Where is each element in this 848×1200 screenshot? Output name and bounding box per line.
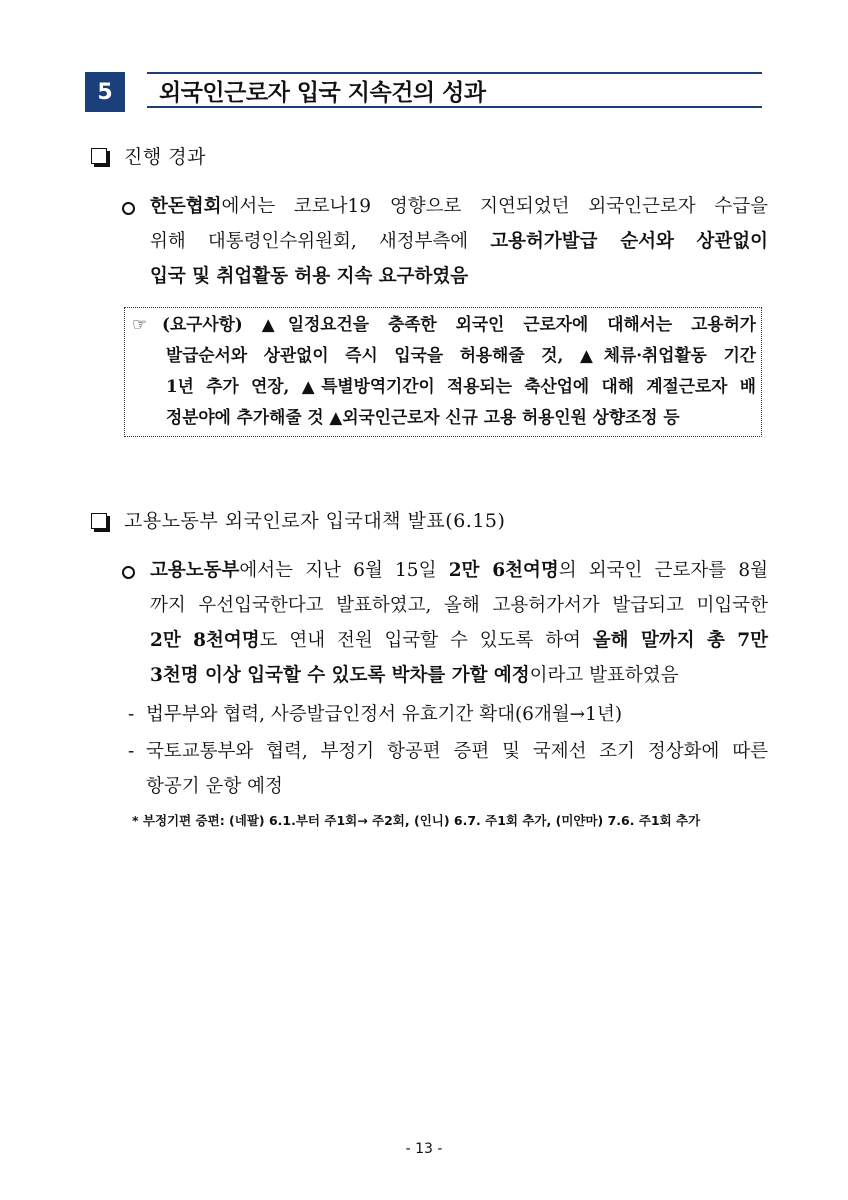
- text-run: 에서는 코로나19 영향으로 지연되었던 외국인근로자 수급을: [221, 196, 768, 217]
- dash-bullet: -: [128, 741, 135, 762]
- text-run: 에서는 지난 6월 15일: [239, 560, 449, 581]
- emphasis-text: 2만 8천여명: [150, 630, 260, 651]
- text-run: 이라고 발표하였음: [529, 665, 679, 686]
- request-line: 1년 추가 연장, ▲특별방역기간이 적용되는 축산업에 대해 계절근로자 배: [166, 376, 756, 396]
- paragraph-line: [150, 224, 768, 259]
- dash-bullet: -: [128, 704, 135, 725]
- dash-item-line: 국토교통부와 협력, 부정기 항공편 증편 및 국제선 조기 정상화에 따른: [146, 741, 768, 762]
- heading-announcement: 고용노동부 외국인로자 입국대책 발표(6.15): [124, 510, 506, 532]
- paragraph-line: [150, 189, 768, 224]
- checkbox-square-icon: [91, 513, 107, 529]
- text-run: 의 외국인 근로자를 8월: [558, 560, 768, 581]
- heading-progress: 진행 경과: [124, 146, 206, 168]
- dash-item-line: 항공기 운항 예정: [146, 776, 283, 797]
- emphasis-text: 고용노동부: [150, 560, 240, 581]
- circle-bullet-icon: [122, 566, 135, 579]
- paragraph-line: [150, 623, 768, 658]
- paragraph-line: [150, 553, 768, 588]
- circle-bullet-icon: [122, 202, 135, 215]
- dash-item-line: 법무부와 협력, 사증발급인정서 유효기간 확대(6개월→1년): [146, 704, 623, 725]
- text-run: 위해 대통령인수위원회, 새정부측에: [150, 231, 491, 252]
- paragraph-line: [150, 259, 768, 294]
- paragraph-line: [150, 658, 768, 693]
- dash-item: [124, 697, 768, 732]
- pointer-hand-icon: ☞: [132, 314, 148, 334]
- request-line: 정분야에 추가해줄 것 ▲외국인근로자 신규 고용 허용인원 상향조정 등: [166, 407, 680, 427]
- dash-item: [124, 734, 768, 804]
- dash-list: [124, 697, 768, 806]
- page-number: - 13 -: [405, 1141, 443, 1157]
- paragraph-announcement: [150, 553, 768, 693]
- request-line: (요구사항) ▲일정요건을 충족한 외국인 근로자에 대해서는 고용허가: [162, 314, 756, 334]
- emphasis-text: 3천명 이상 입국할 수 있도록 박차를 가할 예정: [150, 665, 530, 686]
- emphasis-text: 입국 및 취업활동 허용 지속 요구하였음: [150, 266, 469, 287]
- emphasis-text: 올해 말까지 총 7만: [592, 630, 768, 651]
- section-number: 5: [85, 72, 125, 112]
- checkbox-square-icon: [91, 148, 107, 164]
- footnote: * 부정기편 증편: (네팔) 6.1.부터 주1회→ 주2회, (인니) 6.7. 주1회 추가, (미얀마) 7.6. 주1회 추가: [132, 813, 701, 828]
- section-title: 외국인근로자 입국 지속건의 성과: [147, 72, 762, 108]
- text-run: 까지 우선입국한다고 발표하였고, 올해 고용허가서가 발급되고 미입국한: [150, 595, 768, 616]
- emphasis-text: 한돈협회: [150, 196, 222, 217]
- paragraph-progress: [150, 189, 768, 294]
- request-text: [162, 309, 756, 433]
- paragraph-line: [150, 588, 768, 623]
- request-line: 발급순서와 상관없이 즉시 입국을 허용해줄 것, ▲체류·취업활동 기간: [166, 345, 756, 365]
- emphasis-text: 고용허가발급 순서와 상관없이: [490, 231, 768, 252]
- emphasis-text: 2만 6천여명: [448, 560, 559, 581]
- text-run: 도 연내 전원 입국할 수 있도록 하여: [259, 630, 593, 651]
